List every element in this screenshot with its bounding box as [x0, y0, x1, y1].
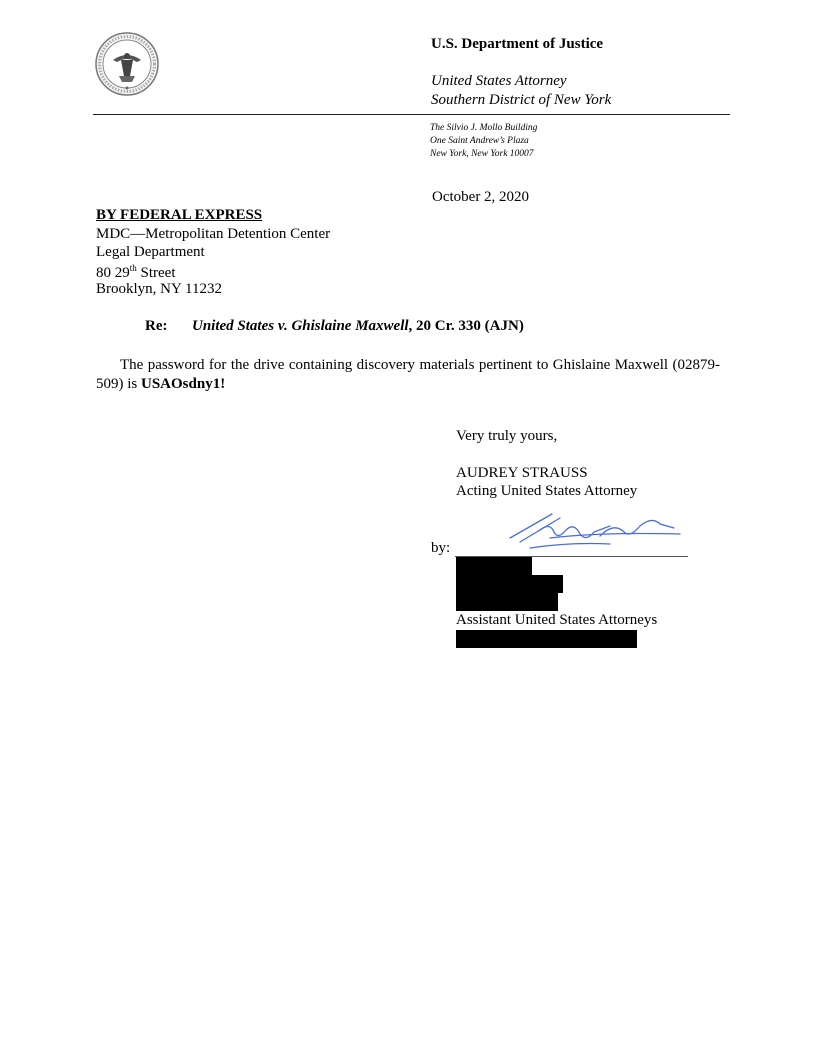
redaction-bar — [456, 557, 532, 575]
redaction-bar — [456, 630, 637, 648]
drive-password: USAOsdny1! — [141, 375, 226, 392]
redaction-bar — [456, 593, 558, 611]
assistants-title: Assistant United States Attorneys — [456, 612, 658, 628]
delivery-method: BY FEDERAL EXPRESS — [96, 207, 263, 223]
letter-body: The password for the drive containing discovery materials pertinent to Ghislaine Maxwell (02879-509) is USAOsdny1! — [96, 357, 720, 392]
office-title: United States Attorney — [431, 73, 567, 89]
re-label: Re: — [145, 318, 168, 334]
subject-line — [145, 318, 524, 335]
case-number: , 20 Cr. 330 (AJN) — [408, 318, 524, 334]
salutation: Very truly yours, — [456, 428, 558, 444]
case-caption: United States v. Ghislaine Maxwell — [192, 318, 409, 334]
office-address-line: The Silvio J. Mollo Building — [430, 123, 538, 133]
doj-seal-icon — [95, 32, 159, 96]
signer-title: Acting United States Attorney — [456, 483, 638, 499]
recipient-name: MDC—Metropolitan Detention Center — [96, 226, 331, 242]
recipient-street: 80 29th Street — [96, 263, 176, 281]
recipient-city: Brooklyn, NY 11232 — [96, 281, 222, 297]
office-address-line: New York, New York 10007 — [430, 149, 534, 159]
letter-date: October 2, 2020 — [432, 189, 530, 205]
handwritten-signature — [490, 508, 690, 556]
signer-name: AUDREY STRAUSS — [456, 465, 588, 481]
recipient-department: Legal Department — [96, 244, 205, 260]
office-address-line: One Saint Andrew’s Plaza — [430, 136, 529, 146]
by-label: by: — [431, 540, 451, 556]
redaction-bar — [456, 575, 563, 593]
header-divider — [93, 114, 730, 115]
office-district: Southern District of New York — [431, 92, 612, 108]
agency-name: U.S. Department of Justice — [431, 36, 604, 52]
